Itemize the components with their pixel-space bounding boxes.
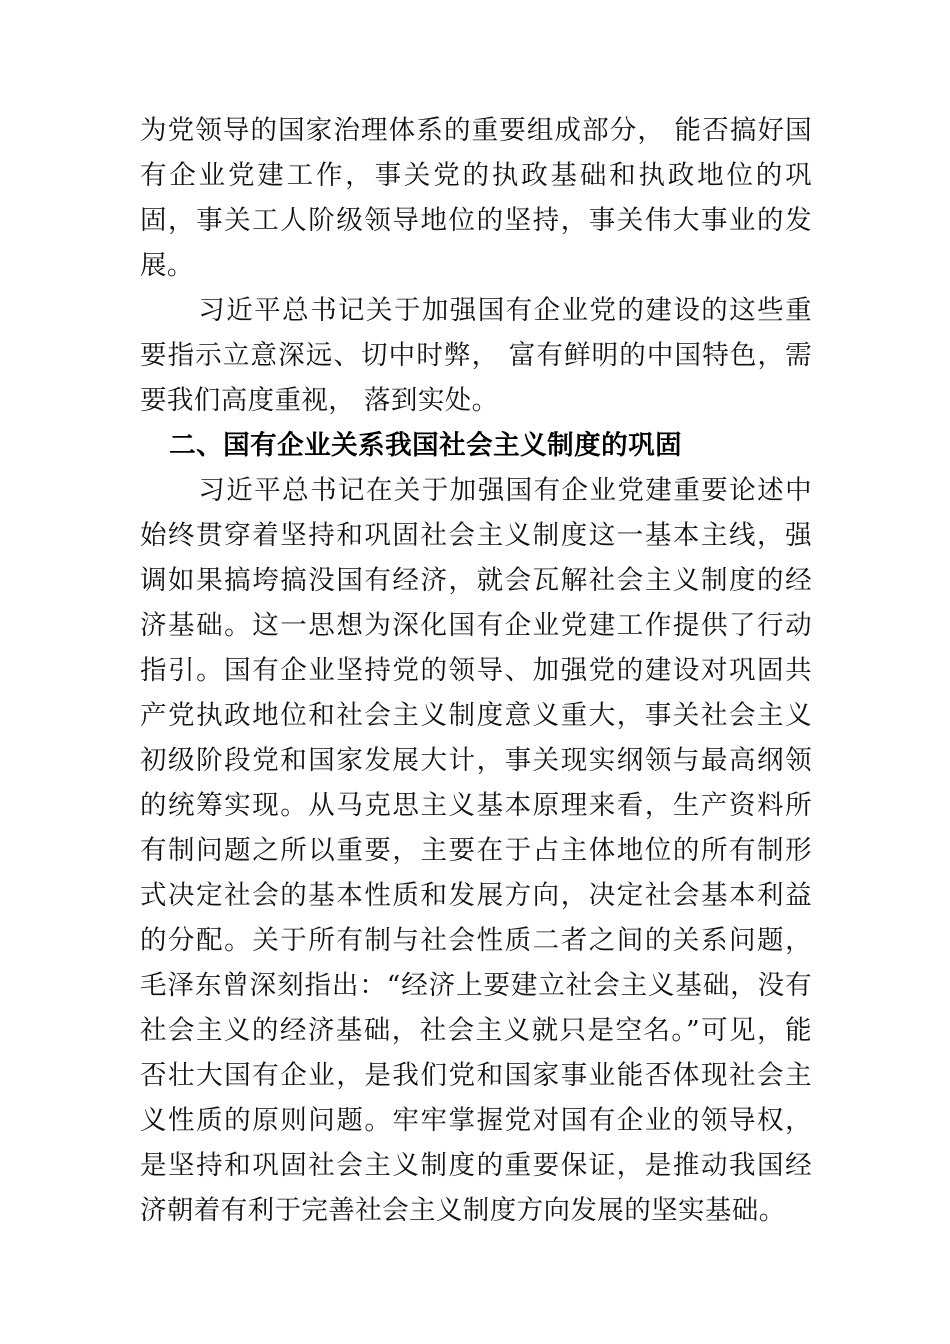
paragraph-continuation: 为党领导的国家治理体系的重要组成部分， 能否搞好国有企业党建工作，事关党的执政基础和执政地位的巩固，事关工人阶级领导地位的坚持，事关伟大事业的发展。 <box>140 115 812 281</box>
paragraph-socialist-system: 习近平总书记在关于加强国有企业党建重要论述中始终贯穿着坚持和巩固社会主义制度这一基本主线，强调如果搞垮搞没国有经济，就会瓦解社会主义制度的经济基础。这一思想为深化国有企业党建工作提供了行动指引。国有企业坚持党的领导、加强党的建设对巩固共产党执政地位和社会主义制度意义重大，事关社会主义初级阶段党和国家发展大计，事关现实纲领与最高纲领的统筹实现。从马克思主义基本原理来看，生产资料所有制问题之所以重要，主要在于占主体地位的所有制形式决定社会的基本性质和发展方向，决定社会基本利益的分配。关于所有制与社会性质二者之间的关系问题，毛泽东曾深刻指出：“经济上要建立社会主义基础，没有社会主义的经济基础，社会主义就只是空名。”可见，能否壮大国有企业，是我们党和国家事业能否体现社会主义性质的原则问题。牢牢掌握党对国有企业的领导权，是坚持和巩固社会主义制度的重要保证，是推动我国经济朝着有利于完善社会主义制度方向发展的坚实基础。 <box>140 475 812 1226</box>
document-body <box>140 108 812 1233</box>
paragraph-indicators-summary: 习近平总书记关于加强国有企业党的建设的这些重要指示立意深远、切中时弊， 富有鲜明的中国特色，需要我们高度重视， 落到实处。 <box>140 295 812 416</box>
section-heading-two: 二、国有企业关系我国社会主义制度的巩固 <box>169 430 683 461</box>
